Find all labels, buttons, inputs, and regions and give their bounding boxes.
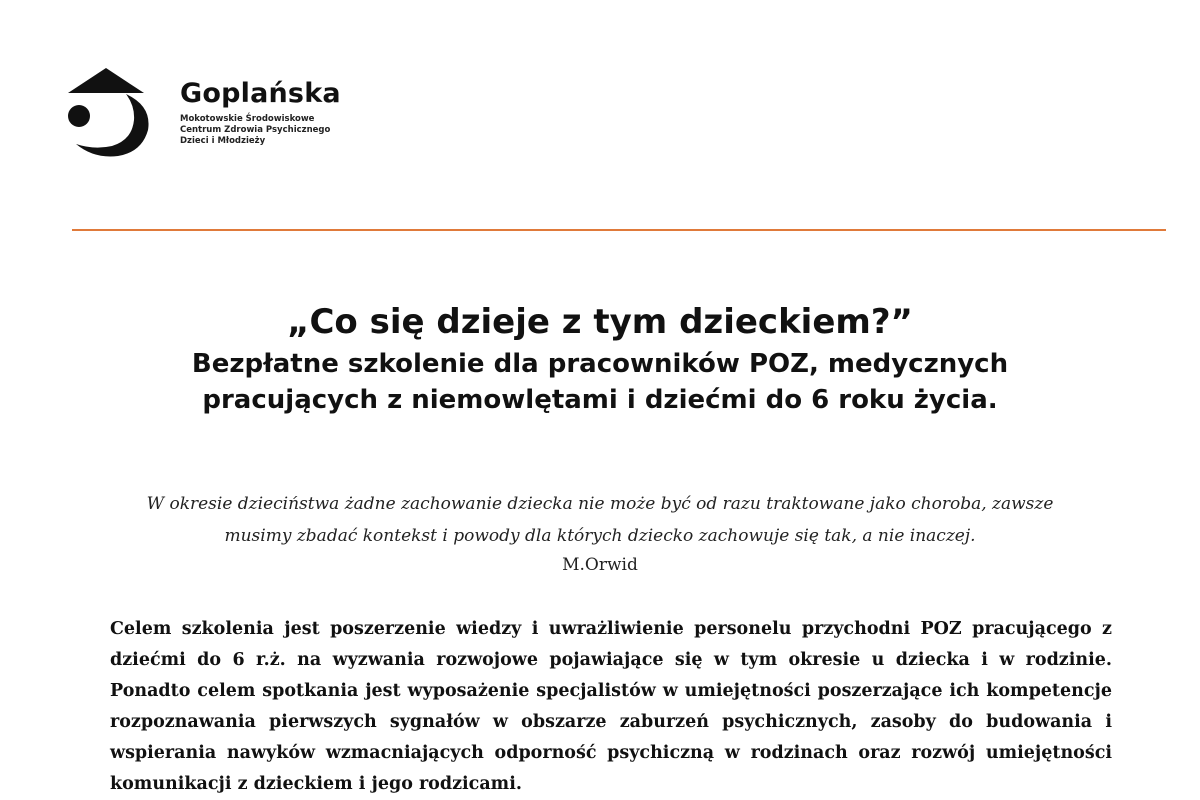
brand-subtitle-line: Dzieci i Młodzieży [180,136,266,146]
brand-subtitle [180,114,341,147]
page-subtitle [0,346,1200,418]
brand-subtitle-line: Mokotowskie Środowiskowe [180,114,315,124]
subtitle-line: Bezpłatne szkolenie dla pracowników POZ, medycznych [191,349,1009,379]
brand-name: Goplańska [180,78,341,109]
title-block [0,300,1200,418]
quote-author: M.Orwid [562,555,638,575]
subtitle-line: pracujących z niemowlętami i dziećmi do 6 roku życia. [202,385,998,415]
quote-text [100,488,1100,552]
quote-block [0,488,1200,578]
quote-line: musimy zbadać kontekst i powody dla których dziecko zachowuje się tak, a nie inaczej. [224,526,976,546]
body-paragraph: Celem szkolenia jest poszerzenie wiedzy i uwrażliwienie personelu przychodni POZ pracującego z dziećmi do 6 r.ż. na wyzwania rozwojowe pojawiające się w tym okresie u dziecka i w rodzinie. Ponadto celem spotkania jest wyposażenie specjalistów w umiejętności poszerzające ich kompetencje rozpoznawania pierwszych sygnałów w obszarze zaburzeń psychicznych, zasoby do budowania i wspierania nawyków wzmacniających odporność psychiczną w rodzinach oraz rozwój umiejętności komunikacji z dzieckiem i jego rodzicami. [110,619,1112,794]
page-title: „Co się dzieje z tym dzieckiem?” [287,302,913,342]
header-divider [72,229,1166,231]
brand [180,78,341,147]
brand-subtitle-line: Centrum Zdrowia Psychicznego [180,125,331,135]
goplanska-logo-icon [60,66,152,158]
quote-line: W okresie dzieciństwa żadne zachowanie dziecka nie może być od razu traktowane jako choroba, zawsze [146,494,1054,514]
